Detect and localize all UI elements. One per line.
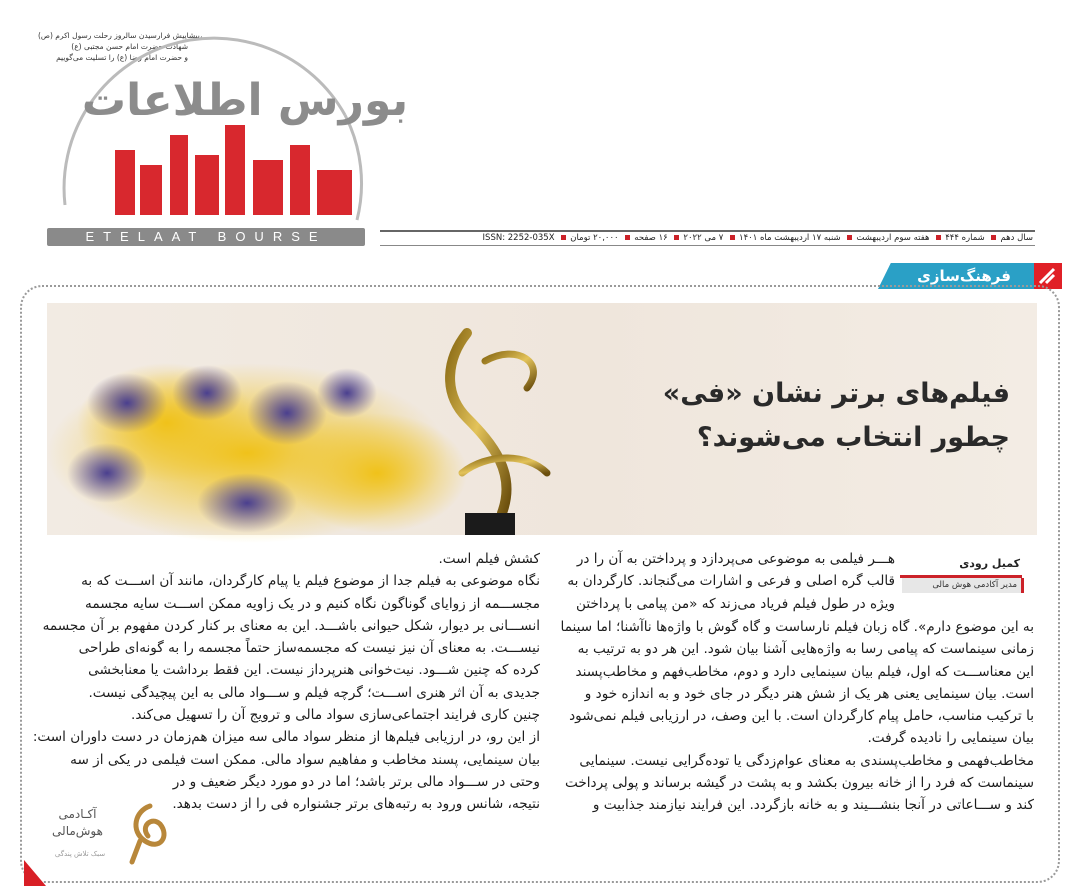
text-line: با ترکیب مناسب، حامل پیام کارگردان است. با این وصف، در ارزیابی فیلم نمی‌شود: [569, 708, 1034, 725]
academy-name-line: آکـادمی: [58, 807, 97, 821]
issue-date-persian: شنبه ۱۷ اردیبهشت ماه ۱۴۰۱: [739, 233, 841, 243]
newspaper-logo: [45, 55, 409, 255]
text-line: نیســـت. به معنای آن نیز نیست که مجسمه‌ساز حتماً مجسمه را به گونه‌ای طراحی: [78, 640, 540, 657]
text-line: انســـانی بر دیوار، شکل حیوانی باشـــد. این به معنای بر کنار کردن مفهوم بر آن مجسمه: [42, 617, 540, 634]
condolence-line: شهادت حضرت امام حسن مجتبی (ع): [71, 42, 188, 51]
logo-latin: ETELAAT BOURSE: [47, 228, 365, 246]
text-line: کشش فیلم است.: [438, 551, 540, 567]
text-line: این معناســـت که اول، فیلم بیان سینمایی دارد و دوم، مخاطب‌فهم و مخاطب‌پسند: [575, 663, 1034, 680]
text-line: ویژه در طول فیلم فریاد می‌زند که «من پیامی با پرداختن: [576, 595, 895, 612]
headline-line: فیلم‌های برتر نشان «فی»: [662, 378, 1010, 409]
section-label: فرهنگ‌سازی: [917, 267, 1011, 285]
issue-number: شماره ۴۴۴: [945, 233, 985, 243]
text-line: هـــر فیلمی به موضوعی می‌پردازد و پرداختن به آن را در: [576, 551, 895, 567]
article-column-right: [550, 616, 1034, 817]
condolence-line: و حضرت امام رضا (ع) را تسلیت می‌گوییم: [56, 53, 188, 62]
text-line: نگاه موضوعی به فیلم جدا از موضوع فیلم یا پیام کارگردان، مانند آن اســـت که به: [81, 573, 540, 590]
text-line: قالب گره اصلی و فرعی و اشارات می‌گنجاند. کارگردان به: [567, 573, 895, 590]
article-headline: [640, 372, 1010, 460]
text-line: چنین کاری فرایند اجتماعی‌سازی سواد مالی و ترویج آن را تسهیل می‌کند.: [131, 707, 540, 724]
text-line: مجســـمه از زوایای گوناگون نگاه کنیم و در یک زاویه ممکن اســـت سایه مجسمه: [85, 595, 540, 612]
condolence-line: پیشاپیش فرارسیدن سالروز رحلت رسول اکرم (ص)،: [38, 31, 203, 40]
text-line: از این رو، در ارزیابی فیلم‌ها از منظر سواد مالی سه میزان هم‌زمان در دست داوران است:: [32, 729, 540, 746]
author-role: مدیر آکادمی هوش مالی: [902, 578, 1024, 593]
logo-wordmark: بورس اطلاعات: [81, 75, 409, 126]
text-line: وحتی در ســـواد مالی برتر باشد؛ اما در دو مورد دیگر ضعیف و در: [172, 773, 540, 790]
article-column-left: [32, 548, 540, 816]
article-column-right-top: [550, 548, 895, 615]
author-name: کمیل رودی: [959, 557, 1020, 570]
text-line: است. بیان سینمایی یعنی هر یک از شش هنر دیگر در جای خود و به اندازه خود و: [584, 685, 1034, 702]
text-line: بیان سینمایی را نادیده گرفت.: [867, 730, 1034, 747]
text-line: کرده که چنین شـــود. نیت‌خوانی هنرپرداز نیست. این فقط برداشت یا معنابخشی: [88, 662, 540, 679]
academy-name: [40, 806, 115, 840]
text-line: زمانی سینماست که پیامی رسا به واژه‌هایی آشنا بیان شود. این هر دو به ترتیب به: [577, 641, 1034, 658]
text-line: کند و ســـاعاتی در آنجا بنشـــیند و به خانه بازگردد. این فرایند نیازمند جذابیت و: [592, 797, 1034, 814]
text-line: به این موضوع دارم». گاه زبان فیلم نارساست و گاه گوش با واژه‌ها ناآشنا؛ اما سینما: [560, 619, 1034, 635]
text-line: جدیدی به آن اثر هنری اســـت؛ گرچه فیلم و ســـواد مالی به این پیچیدگی نیست.: [88, 684, 540, 701]
issue-year: سال دهم: [1000, 233, 1033, 243]
issue-issn: ISSN: 2252-035X: [482, 233, 555, 243]
text-line: بیان سینمایی، پسند مخاطب و مفاهیم سواد مالی. ممکن است فیلمی در یکی از سه: [70, 751, 540, 768]
text-line: نتیجه، شانس ورود به رتبه‌های برتر جشنواره فی را از دست بدهد.: [172, 796, 540, 813]
masthead-rule: [380, 245, 1035, 246]
headline-line: چطور انتخاب می‌شوند؟: [696, 422, 1010, 453]
academy-name-line: هوش‌مالی: [52, 824, 103, 838]
issue-week: هفته سوم اردیبهشت: [856, 233, 930, 243]
text-line: سینماست که فرد را از خانه بیرون بکشد و به پشت در گیشه برساند و پولی پرداخت: [564, 775, 1034, 792]
issue-pages: ۱۶ صفحه: [634, 233, 668, 243]
issue-price: ۲۰,۰۰۰ تومان: [570, 233, 619, 243]
issue-date-gregorian: ۷ می ۲۰۲۲: [683, 233, 724, 243]
text-line: مخاطب‌فهمی و مخاطب‌پسندی به معنای عوام‌زدگی یا توده‌گرایی نیست. سینمایی: [579, 752, 1034, 769]
academy-tagline: سبک تلاش پندگی: [54, 850, 106, 858]
issue-info-line: [380, 232, 1035, 245]
